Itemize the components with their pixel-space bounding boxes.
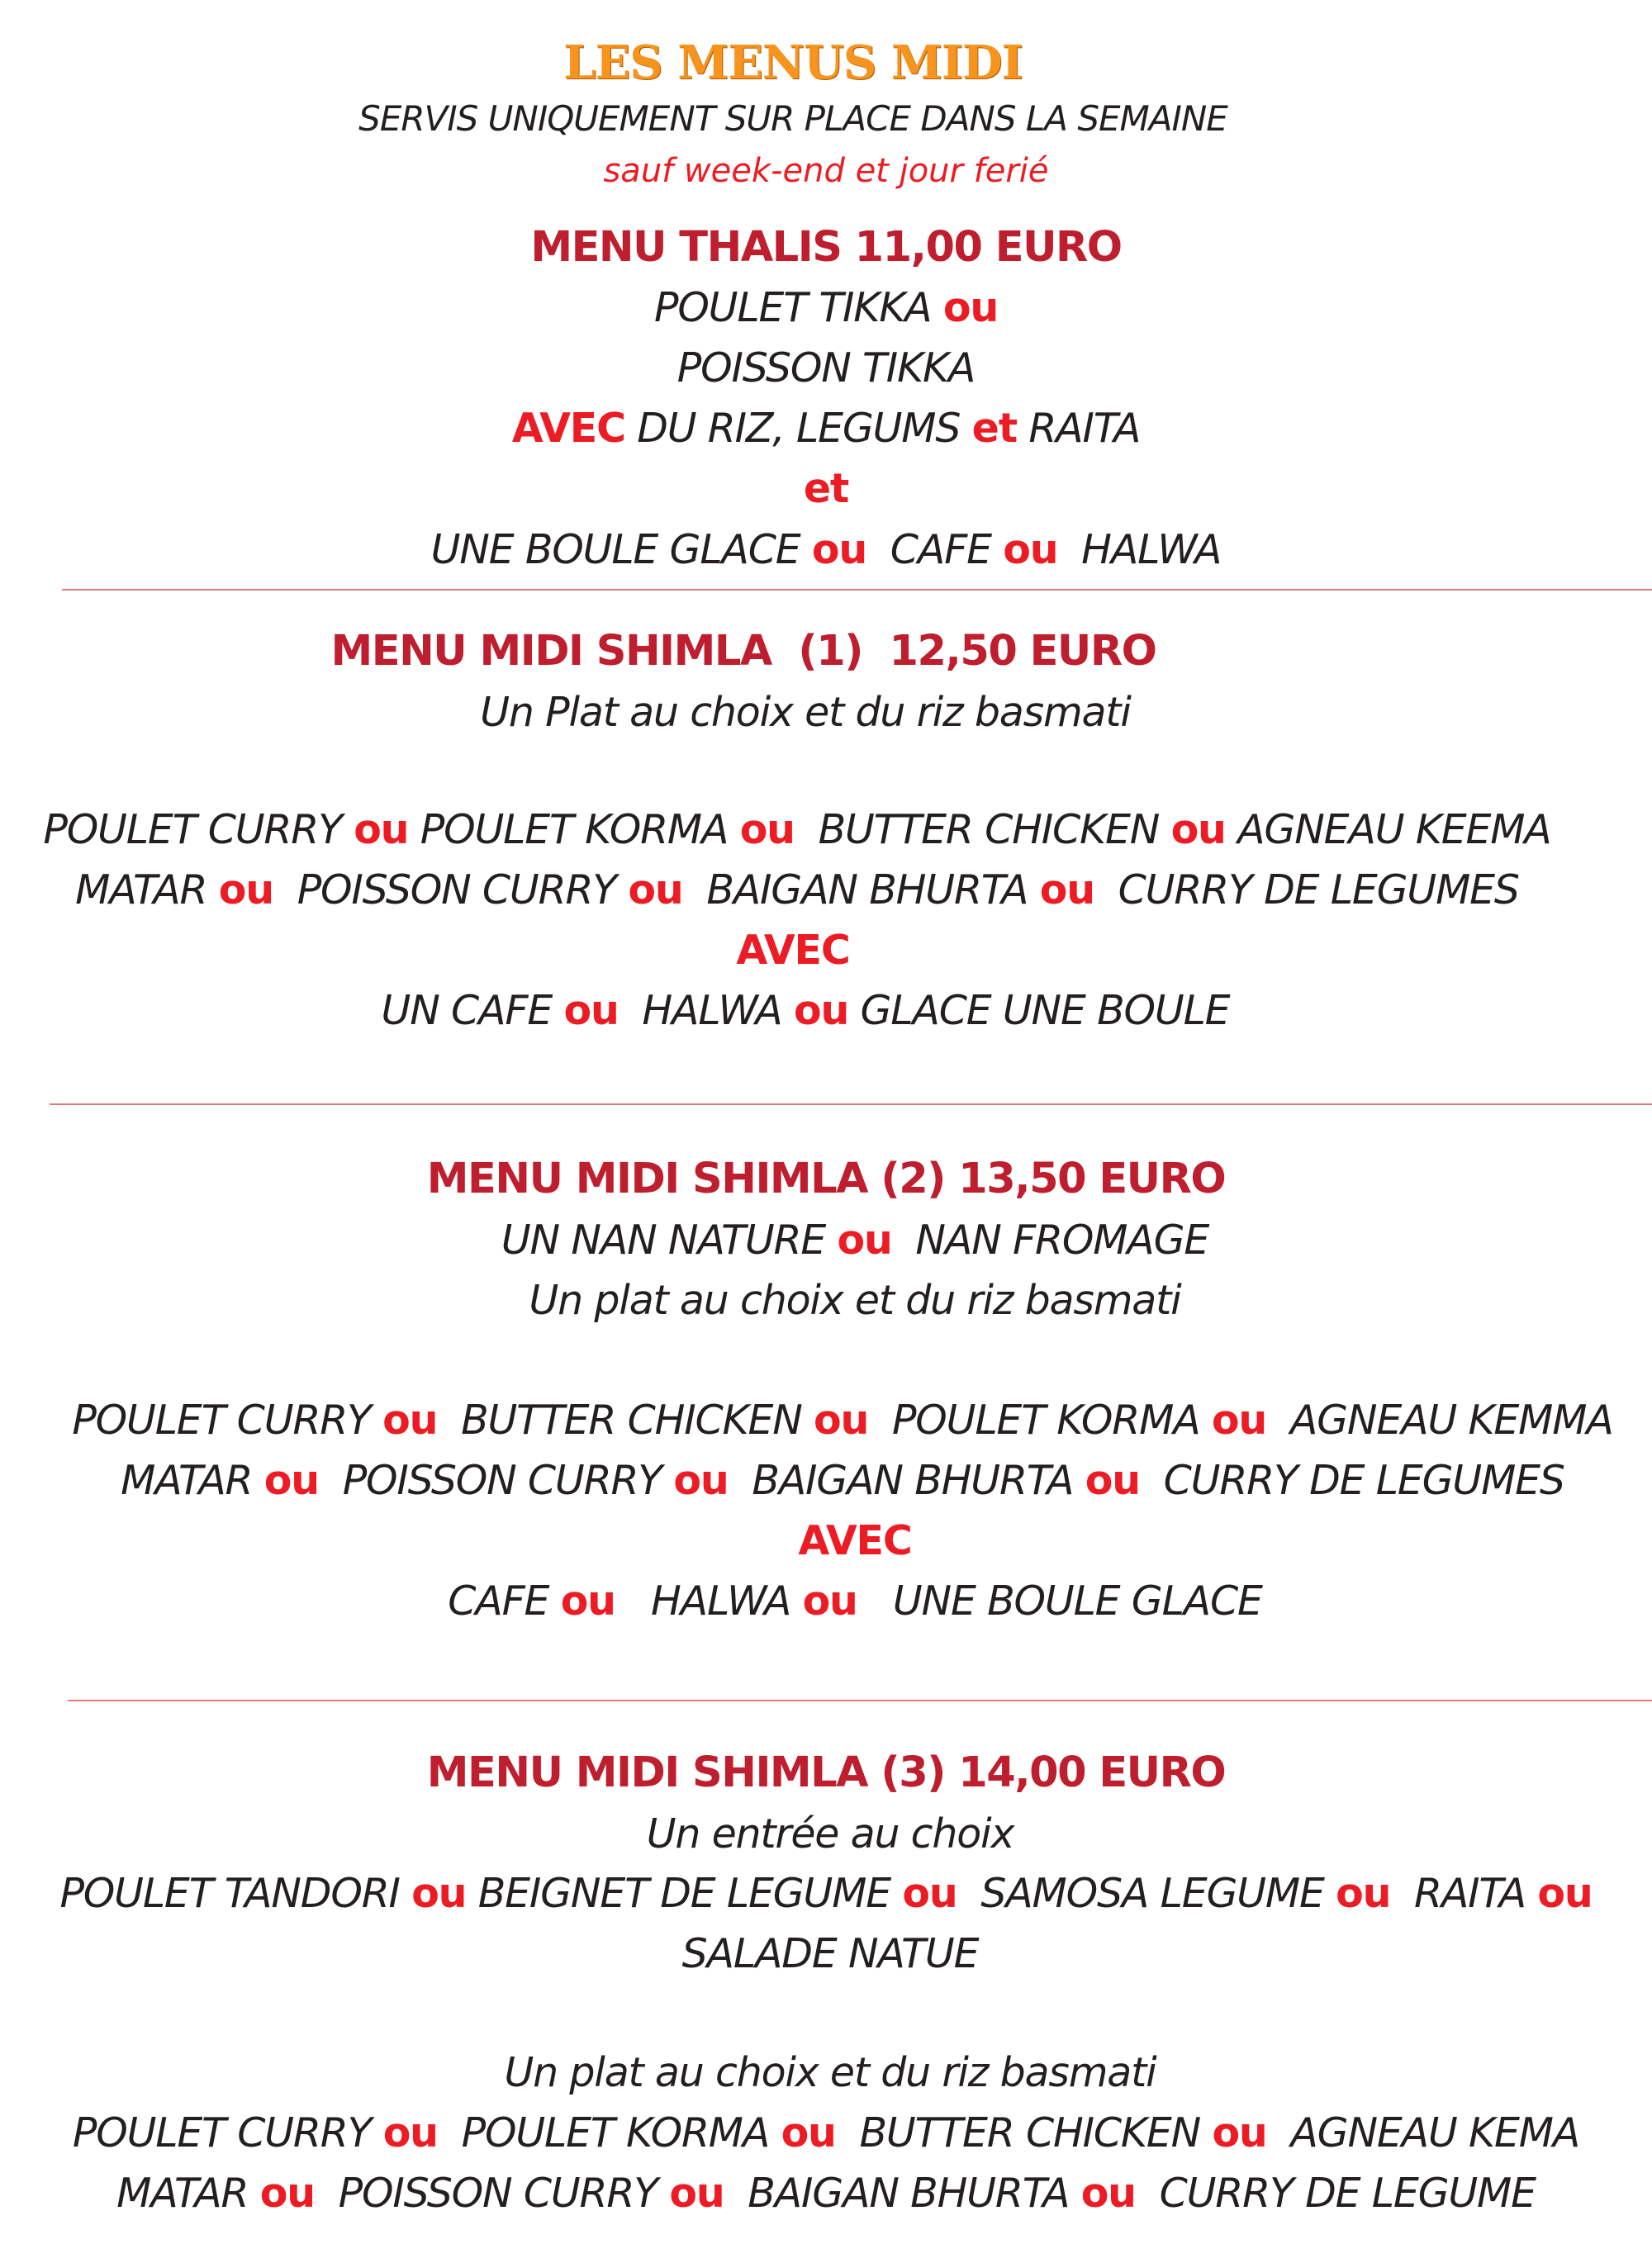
dish-text: AGNEAU KEMA [1266, 2109, 1580, 2156]
weekend-note: sauf week-end et jour ferié [603, 152, 1049, 190]
dish-text: HALWA [618, 987, 794, 1034]
dish-text: CAFE [448, 1577, 561, 1625]
section-divider [50, 1103, 1652, 1105]
dish-text: POULET CURRY [43, 806, 354, 853]
menu-shimla-3-starters: SALADE NATUE [681, 1930, 979, 1977]
with-word: AVEC [511, 405, 625, 452]
dish-text: MATAR [75, 866, 219, 913]
dish-text: GLACE UNE BOULE [848, 987, 1230, 1034]
or-word: ou [354, 806, 409, 853]
section-divider [62, 589, 1652, 591]
and-word: et [803, 465, 849, 512]
dish-text: POULET KORMA [868, 1397, 1212, 1444]
or-word: ou [837, 1217, 892, 1264]
dish-text: MATAR [116, 2170, 260, 2217]
menu-shimla-2-bread [0, 1216, 1652, 1265]
or-word: ou [942, 284, 999, 331]
or-word: ou [673, 1457, 729, 1504]
with-word: AVEC [736, 927, 850, 974]
or-word: ou [902, 1870, 957, 1917]
menu-shimla-3-main-intro: Un plat au choix et du riz basmati [504, 2049, 1156, 2096]
section-divider [68, 1700, 1652, 1701]
dish-text: BUTTER CHICKEN [835, 2109, 1213, 2156]
menu-thalis-line [0, 525, 1652, 575]
dish-text: CURRY DE LEGUME [1135, 2170, 1536, 2217]
dish-text: RAITA [1390, 1870, 1538, 1917]
or-word: ou [411, 1870, 467, 1917]
or-word: ou [259, 2170, 315, 2217]
dish-text: POULET CURRY [72, 2109, 383, 2156]
dish-text: UN NAN NATURE [501, 1217, 838, 1264]
or-word: ou [382, 1397, 438, 1444]
menu-shimla-3-dishes [0, 2109, 1652, 2158]
menu-shimla-1-dishes [0, 805, 1594, 855]
or-word: ou [1170, 806, 1226, 853]
dish-text: NAN FROMAGE [891, 1217, 1209, 1264]
dish-text: POULET KORMA [408, 806, 740, 853]
dish-text: CURRY DE LEGUMES [1094, 866, 1519, 913]
dish-text: POULET TIKKA [653, 284, 943, 331]
dish-text: POULET CURRY [72, 1397, 383, 1444]
menu-shimla-1-intro: Un Plat au choix et du riz basmati [480, 689, 1131, 736]
menu-shimla-1-extras [0, 986, 1611, 1036]
dish-text: POULET TANDORI [59, 1870, 412, 1917]
menu-shimla-2-intro: Un plat au choix et du riz basmati [529, 1277, 1181, 1324]
dish-text: POISSON CURRY [314, 2170, 670, 2217]
dish-text: BAIGAN BHURTA [724, 2170, 1081, 2217]
or-word: ou [560, 1577, 615, 1625]
dish-text: AGNEAU KEMMA [1266, 1397, 1613, 1444]
or-word: ou [382, 2109, 438, 2156]
menu-shimla-2-dishes [0, 1456, 1652, 1506]
or-word: ou [1085, 1457, 1140, 1504]
dish-text: RAITA [1016, 405, 1141, 452]
menu-thalis-title: MENU THALIS 11,00 EURO [530, 223, 1122, 272]
menu-thalis-line: POISSON TIKKA [676, 344, 976, 391]
with-word: AVEC [798, 1517, 912, 1564]
dish-text: CURRY DE LEGUMES [1139, 1457, 1564, 1504]
menu-shimla-3-dishes [0, 2169, 1652, 2218]
or-word: ou [1080, 2170, 1136, 2217]
dish-text: BEIGNET DE LEGUME [466, 1870, 903, 1917]
dish-text: POISSON CURRY [318, 1457, 674, 1504]
or-word: ou [802, 1577, 857, 1625]
menu-shimla-2-title: MENU MIDI SHIMLA (2) 13,50 EURO [426, 1155, 1226, 1203]
dish-text: UNE BOULE GLACE [430, 526, 812, 573]
or-word: ou [563, 987, 619, 1034]
dish-text: BUTTER CHICKEN [437, 1397, 814, 1444]
or-word: ou [628, 866, 683, 913]
menu-shimla-3-starters [0, 1869, 1652, 1919]
subtitle: SERVIS UNIQUEMENT SUR PLACE DANS LA SEMAINE [358, 98, 1227, 139]
dish-text: POULET KORMA [437, 2109, 781, 2156]
or-word: ou [739, 806, 795, 853]
or-word: ou [1212, 2109, 1267, 2156]
menu-thalis-line [0, 283, 1652, 333]
or-word: ou [218, 866, 273, 913]
menu-shimla-3-title: MENU MIDI SHIMLA (3) 14,00 EURO [426, 1748, 1226, 1797]
page-title: LES MENUS MIDI [563, 36, 1023, 90]
menu-thalis-line [0, 404, 1652, 453]
dish-text: SAMOSA LEGUME [957, 1870, 1336, 1917]
or-word: ou [1039, 866, 1094, 913]
or-word: ou [263, 1457, 319, 1504]
menu-shimla-2-avec [0, 1516, 1652, 1566]
or-word: ou [811, 526, 867, 573]
dish-text: UN CAFE [381, 987, 564, 1034]
menu-thalis-line [0, 464, 1652, 514]
dish-text: MATAR [121, 1457, 264, 1504]
dish-text: BAIGAN BHURTA [682, 866, 1040, 913]
menu-shimla-2-dishes [0, 1396, 1652, 1445]
dish-text: CAFE [866, 526, 1004, 573]
or-word: ou [1211, 1397, 1267, 1444]
and-word: et [971, 405, 1017, 452]
menu-shimla-2-extras [0, 1577, 1652, 1626]
or-word: ou [794, 987, 849, 1034]
dish-text: DU RIZ, LEGUMS [624, 405, 972, 452]
dish-text: HALWA [1057, 526, 1222, 573]
or-word: ou [1336, 1870, 1391, 1917]
or-word: ou [781, 2109, 836, 2156]
dish-text: AGNEAU KEEMA [1225, 806, 1551, 853]
dish-text: UNE BOULE GLACE [857, 1577, 1262, 1625]
or-word: ou [669, 2170, 724, 2217]
dish-text: HALWA [615, 1577, 803, 1625]
dish-text: BAIGAN BHURTA [728, 1457, 1085, 1504]
or-word: ou [1537, 1870, 1593, 1917]
menu-shimla-1-dishes [0, 866, 1594, 915]
menu-shimla-3-starter-intro: Un entrée au choix [646, 1810, 1014, 1857]
menu-shimla-1-avec [0, 926, 1586, 975]
dish-text: POISSON CURRY [273, 866, 629, 913]
or-word: ou [814, 1397, 869, 1444]
dish-text: BUTTER CHICKEN [794, 806, 1171, 853]
or-word: ou [1003, 526, 1058, 573]
menu-shimla-1-title: MENU MIDI SHIMLA (1) 12,50 EURO [330, 627, 1156, 676]
